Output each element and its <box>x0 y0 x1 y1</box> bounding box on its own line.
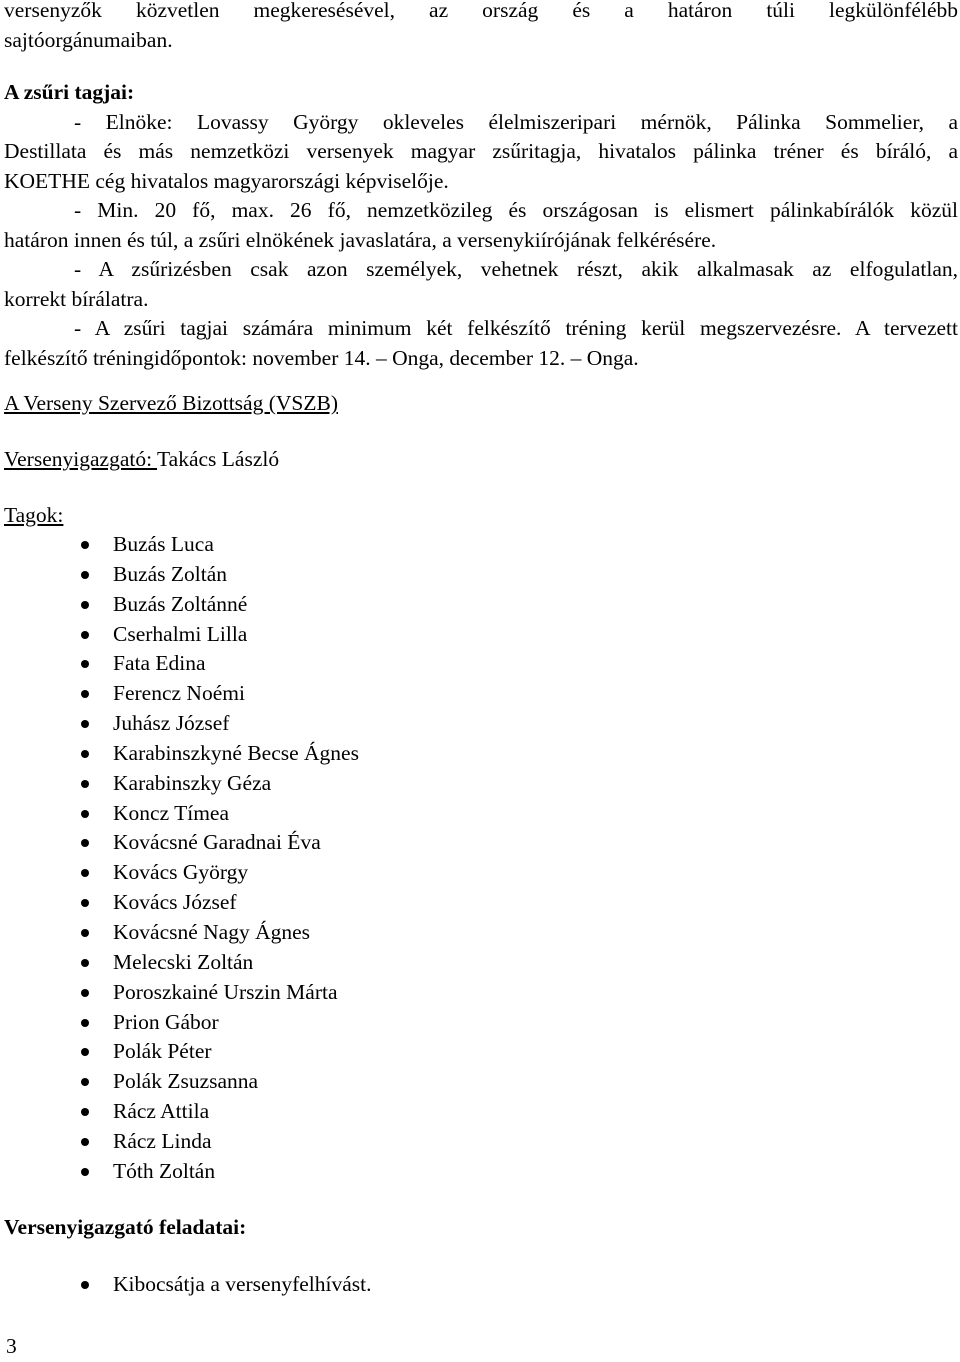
committee-heading: A Verseny Szervező Bizottság (VSZB) <box>4 391 338 415</box>
member-name: Polák Zsuzsanna <box>113 1069 259 1094</box>
member-name: Fata Edina <box>113 651 206 676</box>
jury-training-line-1: - A zsűri tagjai számára minimum két felkészítő tréning kerül megszervezésre. A tervezett <box>74 316 958 340</box>
member-name: Kovácsné Garadnai Éva <box>113 830 321 855</box>
bullet-icon <box>81 541 89 549</box>
member-name: Prion Gábor <box>113 1009 219 1034</box>
bullet-icon <box>81 869 89 877</box>
member-name: Kovács György <box>113 860 249 885</box>
jury-chair-paragraph <box>4 108 958 197</box>
member-name: Kovácsné Nagy Ágnes <box>113 919 311 944</box>
list-item <box>4 649 958 679</box>
director-tasks-heading: Versenyigazgató feladatai: <box>4 1215 247 1239</box>
bullet-icon <box>81 839 89 847</box>
member-name: Polák Péter <box>113 1039 212 1064</box>
bullet-icon <box>81 780 89 788</box>
member-name: Rácz Linda <box>113 1128 212 1153</box>
list-item <box>4 769 958 799</box>
member-name: Cserhalmi Lilla <box>113 621 248 646</box>
bullet-icon <box>81 601 89 609</box>
list-item <box>4 1127 958 1157</box>
jury-eligibility-paragraph <box>4 255 958 314</box>
list-item <box>4 1157 958 1187</box>
list-item <box>4 709 958 739</box>
member-name: Rácz Attila <box>113 1099 210 1124</box>
bullet-icon <box>81 1078 89 1086</box>
list-item <box>4 620 958 650</box>
member-name: Buzás Zoltánné <box>113 591 248 616</box>
jury-chair-line-2: Destillata és más nemzetközi versenyek magyar zsűritagja, hivatalos pálinka tréner és bíráló, a <box>4 139 958 163</box>
bullet-icon <box>81 750 89 758</box>
page-number: 3 <box>6 1334 17 1358</box>
member-name: Buzás Luca <box>113 532 214 556</box>
member-name: Koncz Tímea <box>113 800 230 825</box>
jury-chair-line-1: - Elnöke: Lovassy György okleveles élelmiszeripari mérnök, Pálinka Sommelier, a <box>74 109 958 134</box>
bullet-icon <box>81 959 89 967</box>
bullet-icon <box>81 571 89 579</box>
list-item <box>4 530 958 560</box>
bullet-icon <box>81 1019 89 1027</box>
jury-size-line-1: - Min. 20 fő, max. 26 fő, nemzetközileg és országosan is elismert pálinkabírálók közül <box>74 198 958 222</box>
member-name: Kovács József <box>113 890 237 915</box>
list-item <box>4 1067 958 1097</box>
list-item <box>4 948 958 978</box>
jury-section <box>4 78 958 373</box>
list-item <box>4 799 958 829</box>
task-text: Kibocsátja a versenyfelhívást. <box>113 1272 372 1296</box>
list-item <box>4 679 958 709</box>
member-name: Melecski Zoltán <box>113 949 254 974</box>
list-item <box>4 978 958 1008</box>
list-item <box>4 560 958 590</box>
director-label: Versenyigazgató: <box>4 447 158 471</box>
member-name: Juhász József <box>113 711 230 736</box>
list-item <box>4 1008 958 1038</box>
member-name: Karabinszky Géza <box>113 770 272 795</box>
list-item <box>4 828 958 858</box>
bullet-icon <box>81 660 89 668</box>
member-name: Ferencz Noémi <box>113 681 245 706</box>
list-item <box>4 888 958 918</box>
list-item <box>4 1097 958 1127</box>
bullet-icon <box>81 1108 89 1116</box>
list-item <box>4 858 958 888</box>
jury-eligibility-line-1: - A zsűrizésben csak azon személyek, vehetnek részt, akik alkalmasak az elfogulatlan, <box>74 257 958 281</box>
jury-size-paragraph <box>4 196 958 255</box>
list-item <box>4 918 958 948</box>
bullet-icon <box>81 1048 89 1056</box>
bullet-icon <box>81 690 89 698</box>
bullet-icon <box>81 1168 89 1176</box>
jury-heading: A zsűri tagjai: <box>4 80 135 104</box>
bullet-icon <box>81 1138 89 1146</box>
bullet-icon <box>81 1281 89 1289</box>
members-label: Tagok: <box>4 503 64 527</box>
list-item <box>4 1037 958 1067</box>
member-name: Tóth Zoltán <box>113 1158 216 1183</box>
intro-paragraph <box>4 0 958 55</box>
bullet-icon <box>81 631 89 639</box>
jury-training-paragraph <box>4 314 958 373</box>
member-name: Karabinszkyné Becse Ágnes <box>113 740 359 765</box>
director-tasks-list <box>4 1270 958 1300</box>
member-name: Poroszkainé Urszin Márta <box>113 979 338 1004</box>
bullet-icon <box>81 929 89 937</box>
jury-chair-line-3: KOETHE cég hivatalos magyarországi képviselője. <box>4 168 449 193</box>
bullet-icon <box>81 989 89 997</box>
list-item <box>4 1270 958 1300</box>
bullet-icon <box>81 720 89 728</box>
members-list <box>4 530 958 1187</box>
director-line <box>4 445 279 475</box>
jury-size-line-2: határon innen és túl, a zsűri elnökének javaslatára, a versenykiírójának felkérésére. <box>4 227 717 252</box>
bullet-icon <box>81 810 89 818</box>
intro-line-1: versenyzők közvetlen megkeresésével, az ország és a határon túli legkülönfélébb <box>4 0 958 22</box>
member-name: Buzás Zoltán <box>113 561 228 586</box>
director-name: Takács László <box>157 447 280 471</box>
jury-eligibility-line-2: korrekt bírálatra. <box>4 286 149 311</box>
list-item <box>4 739 958 769</box>
intro-line-2: sajtóorgánumaiban. <box>4 27 173 52</box>
jury-training-line-2: felkészítő tréningidőpontok: november 14. – Onga, december 12. – Onga. <box>4 345 639 370</box>
list-item <box>4 590 958 620</box>
bullet-icon <box>81 899 89 907</box>
